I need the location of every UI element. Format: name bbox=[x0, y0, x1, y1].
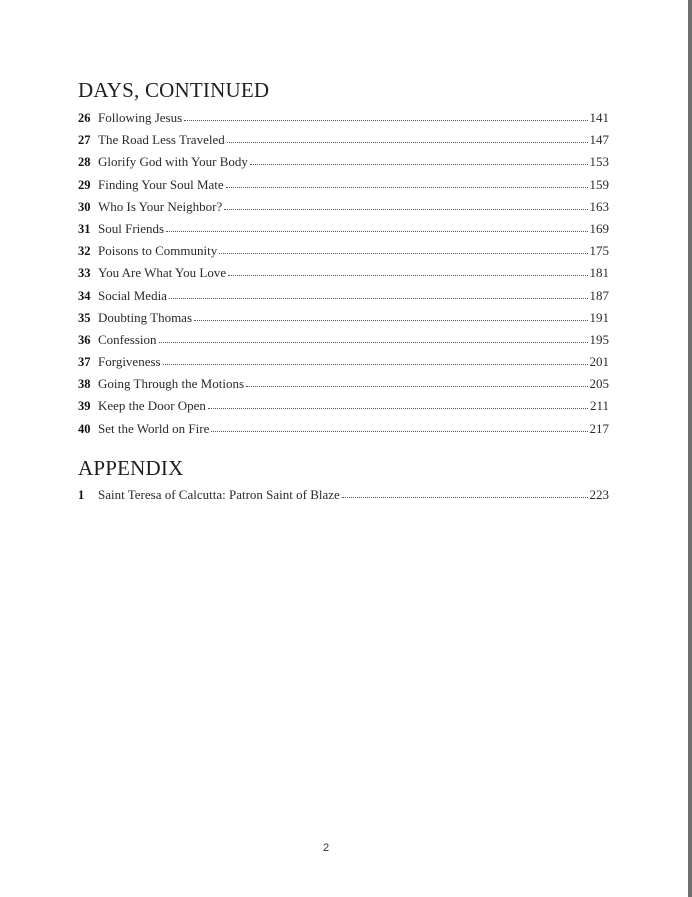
entry-page-number: 191 bbox=[589, 309, 609, 325]
dot-leader bbox=[224, 207, 587, 210]
dot-leader bbox=[166, 229, 587, 232]
entry-title: The Road Less Traveled bbox=[98, 132, 225, 148]
dot-leader bbox=[226, 185, 588, 188]
entry-number: 33 bbox=[78, 266, 91, 281]
dot-leader bbox=[246, 384, 587, 387]
entry-number: 26 bbox=[78, 111, 91, 125]
toc-entry bbox=[78, 174, 609, 196]
toc-entry bbox=[78, 373, 609, 395]
toc-entry bbox=[78, 285, 609, 307]
entry-title: Finding Your Soul Mate bbox=[98, 176, 224, 192]
days-toc-list bbox=[78, 107, 609, 440]
entry-number: 31 bbox=[78, 221, 91, 236]
dot-leader bbox=[342, 495, 588, 498]
entry-page-number: 205 bbox=[589, 376, 609, 392]
entry-number: 38 bbox=[78, 377, 91, 392]
toc-entry bbox=[78, 129, 609, 151]
toc-entry bbox=[78, 262, 609, 284]
dot-leader bbox=[169, 296, 588, 299]
toc-entry bbox=[78, 196, 609, 218]
appendix-toc-list bbox=[78, 484, 609, 506]
entry-title: Glorify God with Your Body bbox=[98, 154, 248, 170]
toc-entry bbox=[78, 351, 609, 373]
entry-page-number: 159 bbox=[589, 176, 609, 192]
dot-leader bbox=[219, 251, 587, 254]
entry-title: Following Jesus bbox=[98, 110, 183, 125]
page-number: 2 bbox=[322, 842, 330, 854]
entry-number: 32 bbox=[78, 244, 91, 259]
dot-leader bbox=[228, 273, 587, 276]
dot-leader bbox=[163, 362, 588, 365]
entry-number: 29 bbox=[78, 177, 91, 192]
dot-leader bbox=[208, 406, 588, 409]
toc-entry bbox=[78, 107, 609, 129]
entry-number: 39 bbox=[78, 399, 91, 414]
entry-title: Going Through the Motions bbox=[98, 376, 245, 392]
entry-title: Doubting Thomas bbox=[98, 309, 193, 325]
entry-page-number: 187 bbox=[589, 287, 609, 303]
entry-page-number: 223 bbox=[589, 487, 609, 502]
entry-number: 37 bbox=[78, 355, 91, 370]
dot-leader bbox=[194, 318, 587, 321]
entry-title: Forgiveness bbox=[98, 354, 161, 370]
entry-page-number: 195 bbox=[589, 331, 609, 347]
entry-number: 1 bbox=[78, 488, 85, 502]
entry-number: 36 bbox=[78, 332, 91, 347]
toc-entry bbox=[78, 307, 609, 329]
days-section-heading: DAYS, CONTINUED bbox=[78, 78, 270, 102]
entry-title: Keep the Door Open bbox=[98, 398, 206, 414]
entry-number: 28 bbox=[78, 155, 91, 170]
dot-leader bbox=[159, 340, 588, 343]
entry-title: Poisons to Community bbox=[98, 243, 218, 259]
entry-title: Social Media bbox=[98, 287, 167, 303]
dot-leader bbox=[227, 140, 588, 143]
entry-number: 34 bbox=[78, 288, 91, 303]
entry-number: 30 bbox=[78, 199, 91, 214]
page-edge bbox=[688, 0, 692, 897]
entry-page-number: 181 bbox=[589, 265, 609, 281]
entry-title: Who Is Your Neighbor? bbox=[98, 198, 223, 214]
appendix-section-heading: APPENDIX bbox=[78, 456, 184, 480]
entry-page-number: 201 bbox=[589, 354, 609, 370]
entry-title: You Are What You Love bbox=[98, 265, 227, 281]
entry-number: 40 bbox=[78, 421, 91, 436]
entry-page-number: 175 bbox=[589, 243, 609, 259]
entry-title: Soul Friends bbox=[98, 220, 165, 236]
entry-page-number: 217 bbox=[589, 420, 609, 436]
toc-entry bbox=[78, 418, 609, 440]
entry-page-number: 153 bbox=[589, 154, 609, 170]
dot-leader bbox=[211, 429, 587, 432]
toc-entry bbox=[78, 329, 609, 351]
toc-entry bbox=[78, 395, 609, 417]
dot-leader bbox=[184, 118, 587, 121]
entry-title: Saint Teresa of Calcutta: Patron Saint of Blaze bbox=[98, 487, 340, 502]
toc-entry bbox=[78, 218, 609, 240]
entry-page-number: 211 bbox=[589, 398, 609, 414]
entry-page-number: 141 bbox=[589, 110, 609, 125]
entry-page-number: 163 bbox=[589, 198, 609, 214]
entry-number: 27 bbox=[78, 133, 91, 148]
toc-entry bbox=[78, 151, 609, 173]
toc-entry bbox=[78, 484, 609, 506]
entry-page-number: 169 bbox=[589, 220, 609, 236]
entry-title: Set the World on Fire bbox=[98, 420, 210, 436]
dot-leader bbox=[250, 162, 588, 165]
toc-entry bbox=[78, 240, 609, 262]
entry-page-number: 147 bbox=[589, 132, 609, 148]
entry-number: 35 bbox=[78, 310, 91, 325]
entry-title: Confession bbox=[98, 331, 157, 347]
